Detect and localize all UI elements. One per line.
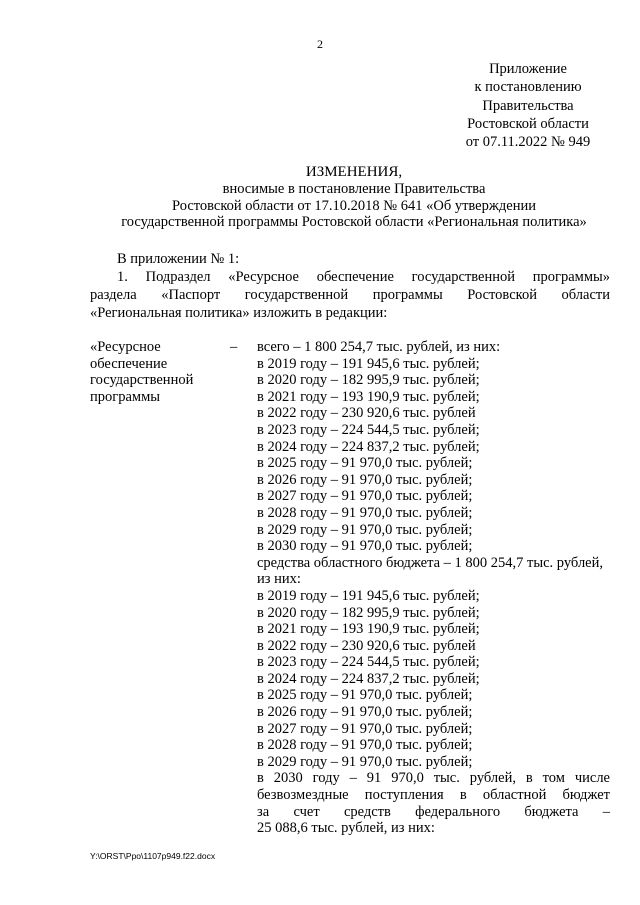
funding-line: в 2023 году – 224 544,5 тыс. рублей; — [257, 421, 480, 438]
funding-line: в 2021 году – 193 190,9 тыс. рублей; — [257, 388, 480, 405]
page-number: 2 — [317, 37, 323, 51]
section-label-line: обеспечение — [90, 355, 168, 372]
funding-line: в 2026 году – 91 970,0 тыс. рублей; — [257, 471, 473, 488]
funding-line: за счет средств федерального бюджета – — [257, 803, 610, 820]
funding-line: в 2025 году – 91 970,0 тыс. рублей; — [257, 455, 473, 472]
funding-line: в 2027 году – 91 970,0 тыс. рублей; — [257, 488, 473, 505]
document-title: ИЗМЕНЕНИЯ, — [305, 164, 403, 180]
funding-line: в 2027 году – 91 970,0 тыс. рублей; — [257, 720, 473, 737]
section-label — [90, 339, 238, 405]
file-path: Y:\ORST\Ppo\1107p949.f22.docx — [90, 851, 216, 861]
funding-line: в 2020 году – 182 995,9 тыс. рублей; — [257, 604, 480, 621]
appendix-intro: В приложении № 1: — [117, 251, 240, 267]
approval-block — [448, 60, 608, 151]
title-line: вносимые в постановление Правительства — [222, 180, 486, 197]
funding-line: в 2029 году – 91 970,0 тыс. рублей; — [257, 753, 473, 770]
funding-line: средства областного бюджета – 1 800 254,7 тыс. рублей, — [257, 554, 603, 571]
funding-line: в 2023 году – 224 544,5 тыс. рублей; — [257, 654, 480, 671]
funding-line: в 2028 году – 91 970,0 тыс. рублей; — [257, 737, 473, 754]
funding-line: в 2024 году – 224 837,2 тыс. рублей; — [257, 438, 480, 455]
funding-line: в 2030 году – 91 970,0 тыс. рублей; — [257, 538, 473, 555]
title-line: Ростовской области от 17.10.2018 № 641 «Об утверждении — [172, 197, 536, 214]
funding-line: в 2022 году – 230 920,6 тыс. рублей — [257, 637, 476, 654]
approval-line: к постановлению — [474, 79, 582, 96]
funding-line: в 2019 году – 191 945,6 тыс. рублей; — [257, 587, 480, 604]
approval-line: Правительства — [482, 97, 574, 114]
section-label-line: государственной — [90, 372, 194, 389]
approval-line: Ростовской области — [467, 115, 589, 132]
title-line: государственной программы Ростовской области «Региональная политика» — [121, 214, 587, 231]
funding-line: в 2028 году – 91 970,0 тыс. рублей; — [257, 504, 473, 521]
funding-line: в 2019 году – 191 945,6 тыс. рублей; — [257, 355, 480, 372]
approval-line: от 07.11.2022 № 949 — [465, 134, 591, 151]
funding-line: из них: — [257, 571, 301, 588]
section-label-line: программы — [90, 388, 160, 405]
funding-line: 25 088,6 тыс. рублей, из них: — [257, 820, 435, 837]
funding-line: в 2025 году – 91 970,0 тыс. рублей; — [257, 687, 473, 704]
funding-line: безвозмездные поступления в областной бюджет — [257, 787, 610, 804]
section-dash: – — [230, 339, 238, 355]
funding-line: в 2026 году – 91 970,0 тыс. рублей; — [257, 704, 473, 721]
document-title-block — [98, 164, 610, 231]
funding-line: в 2030 году – 91 970,0 тыс. рублей, в том числе — [257, 770, 610, 787]
approval-line: Приложение — [489, 61, 567, 77]
funding-line: всего – 1 800 254,7 тыс. рублей, из них: — [257, 339, 501, 355]
section-label-line: «Ресурсное — [90, 339, 161, 355]
funding-line: в 2022 году – 230 920,6 тыс. рублей — [257, 405, 476, 422]
item-1-line: «Региональная политика» изложить в редакции: — [90, 305, 388, 321]
item-1-line: 1. Подраздел «Ресурсное обеспечение государственной программы» — [117, 269, 610, 285]
funding-line: в 2024 году – 224 837,2 тыс. рублей; — [257, 670, 480, 687]
funding-line: в 2021 году – 193 190,9 тыс. рублей; — [257, 621, 480, 638]
funding-line: в 2020 году – 182 995,9 тыс. рублей; — [257, 372, 480, 389]
item-1-line: раздела «Паспорт государственной программы Ростовской области — [90, 287, 610, 303]
funding-values-list — [257, 339, 610, 837]
funding-line: в 2029 году – 91 970,0 тыс. рублей; — [257, 521, 473, 538]
